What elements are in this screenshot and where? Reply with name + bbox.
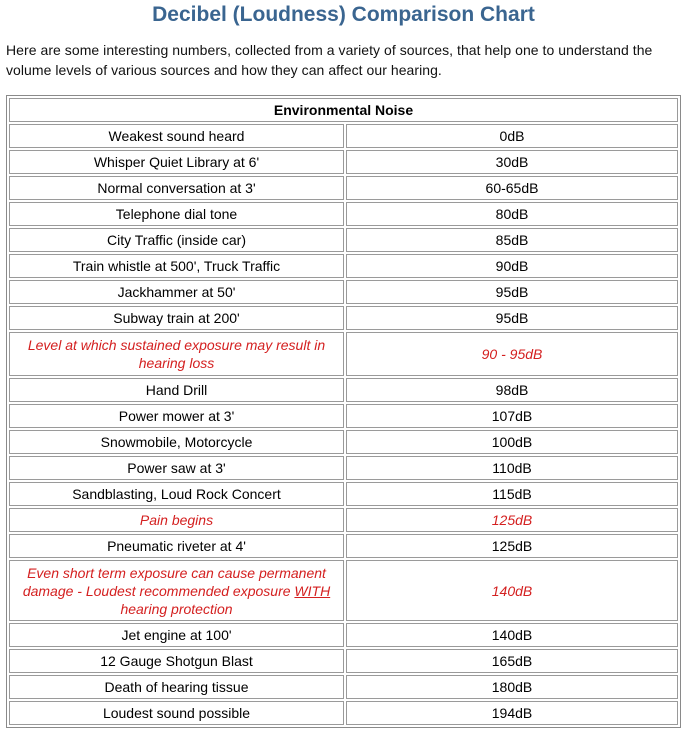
warning-level-cell: 90 - 95dB (346, 332, 678, 376)
table-row (9, 306, 678, 330)
sound-source-cell: Whisper Quiet Library at 6' (9, 150, 344, 174)
table-row (9, 404, 678, 428)
decibel-level-cell: 95dB (346, 306, 678, 330)
sound-source-cell: Sandblasting, Loud Rock Concert (9, 482, 344, 506)
decibel-level-cell: 100dB (346, 430, 678, 454)
warning-level-cell: 125dB (346, 508, 678, 532)
decibel-level-cell: 107dB (346, 404, 678, 428)
decibel-level-cell: 60-65dB (346, 176, 678, 200)
decibel-level-cell: 0dB (346, 124, 678, 148)
sound-source-cell: Snowmobile, Motorcycle (9, 430, 344, 454)
page-title: Decibel (Loudness) Comparison Chart (152, 3, 535, 26)
decibel-level-cell: 95dB (346, 280, 678, 304)
sound-source-cell: Loudest sound possible (9, 701, 344, 725)
warning-source-cell (9, 560, 344, 621)
table-row (9, 124, 678, 148)
decibel-level-cell: 85dB (346, 228, 678, 252)
decibel-level-cell: 98dB (346, 378, 678, 402)
warning-source-cell: Pain begins (9, 508, 344, 532)
table-row (9, 701, 678, 725)
table-header-row (9, 98, 678, 122)
table-row (9, 456, 678, 480)
sound-source-cell: Train whistle at 500', Truck Traffic (9, 254, 344, 278)
table-row (9, 534, 678, 558)
table-row (9, 649, 678, 673)
decibel-level-cell: 80dB (346, 202, 678, 226)
table-row (9, 280, 678, 304)
decibel-level-cell: 180dB (346, 675, 678, 699)
decibel-level-cell: 140dB (346, 623, 678, 647)
table-row (9, 675, 678, 699)
sound-source-cell: Jet engine at 100' (9, 623, 344, 647)
sound-source-cell: City Traffic (inside car) (9, 228, 344, 252)
decibel-level-cell: 110dB (346, 456, 678, 480)
table-row (9, 378, 678, 402)
warning-row-permanent-damage (9, 560, 678, 621)
sound-source-cell: Power mower at 3' (9, 404, 344, 428)
warning-row-hearing-loss (9, 332, 678, 376)
sound-source-cell: Power saw at 3' (9, 456, 344, 480)
intro-paragraph: Here are some interesting numbers, collected from a variety of sources, that help one to understand the volume levels of various sources and how they can affect our hearing. (6, 42, 653, 78)
warning-text-post: hearing protection (120, 600, 233, 617)
sound-source-cell: Subway train at 200' (9, 306, 344, 330)
table-row (9, 228, 678, 252)
decibel-level-cell: 125dB (346, 534, 678, 558)
table-row (9, 254, 678, 278)
decibel-table (6, 95, 681, 728)
warning-source-cell: Level at which sustained exposure may result in hearing loss (9, 332, 344, 376)
warning-text-emphasis: WITH (294, 582, 331, 599)
decibel-level-cell: 115dB (346, 482, 678, 506)
table-row (9, 482, 678, 506)
table-row (9, 150, 678, 174)
warning-text-pre: Even short term exposure can cause permanent damage - Loudest recommended exposure (22, 564, 326, 599)
warning-level-cell: 140dB (346, 560, 678, 621)
table-row (9, 623, 678, 647)
decibel-level-cell: 30dB (346, 150, 678, 174)
sound-source-cell: 12 Gauge Shotgun Blast (9, 649, 344, 673)
warning-row-pain-begins (9, 508, 678, 532)
table-header: Environmental Noise (9, 98, 678, 122)
sound-source-cell: Death of hearing tissue (9, 675, 344, 699)
sound-source-cell: Hand Drill (9, 378, 344, 402)
decibel-level-cell: 194dB (346, 701, 678, 725)
table-row (9, 202, 678, 226)
decibel-table-container (6, 95, 679, 728)
sound-source-cell: Jackhammer at 50' (9, 280, 344, 304)
sound-source-cell: Normal conversation at 3' (9, 176, 344, 200)
sound-source-cell: Weakest sound heard (9, 124, 344, 148)
decibel-level-cell: 165dB (346, 649, 678, 673)
table-row (9, 176, 678, 200)
table-row (9, 430, 678, 454)
sound-source-cell: Pneumatic riveter at 4' (9, 534, 344, 558)
decibel-level-cell: 90dB (346, 254, 678, 278)
sound-source-cell: Telephone dial tone (9, 202, 344, 226)
